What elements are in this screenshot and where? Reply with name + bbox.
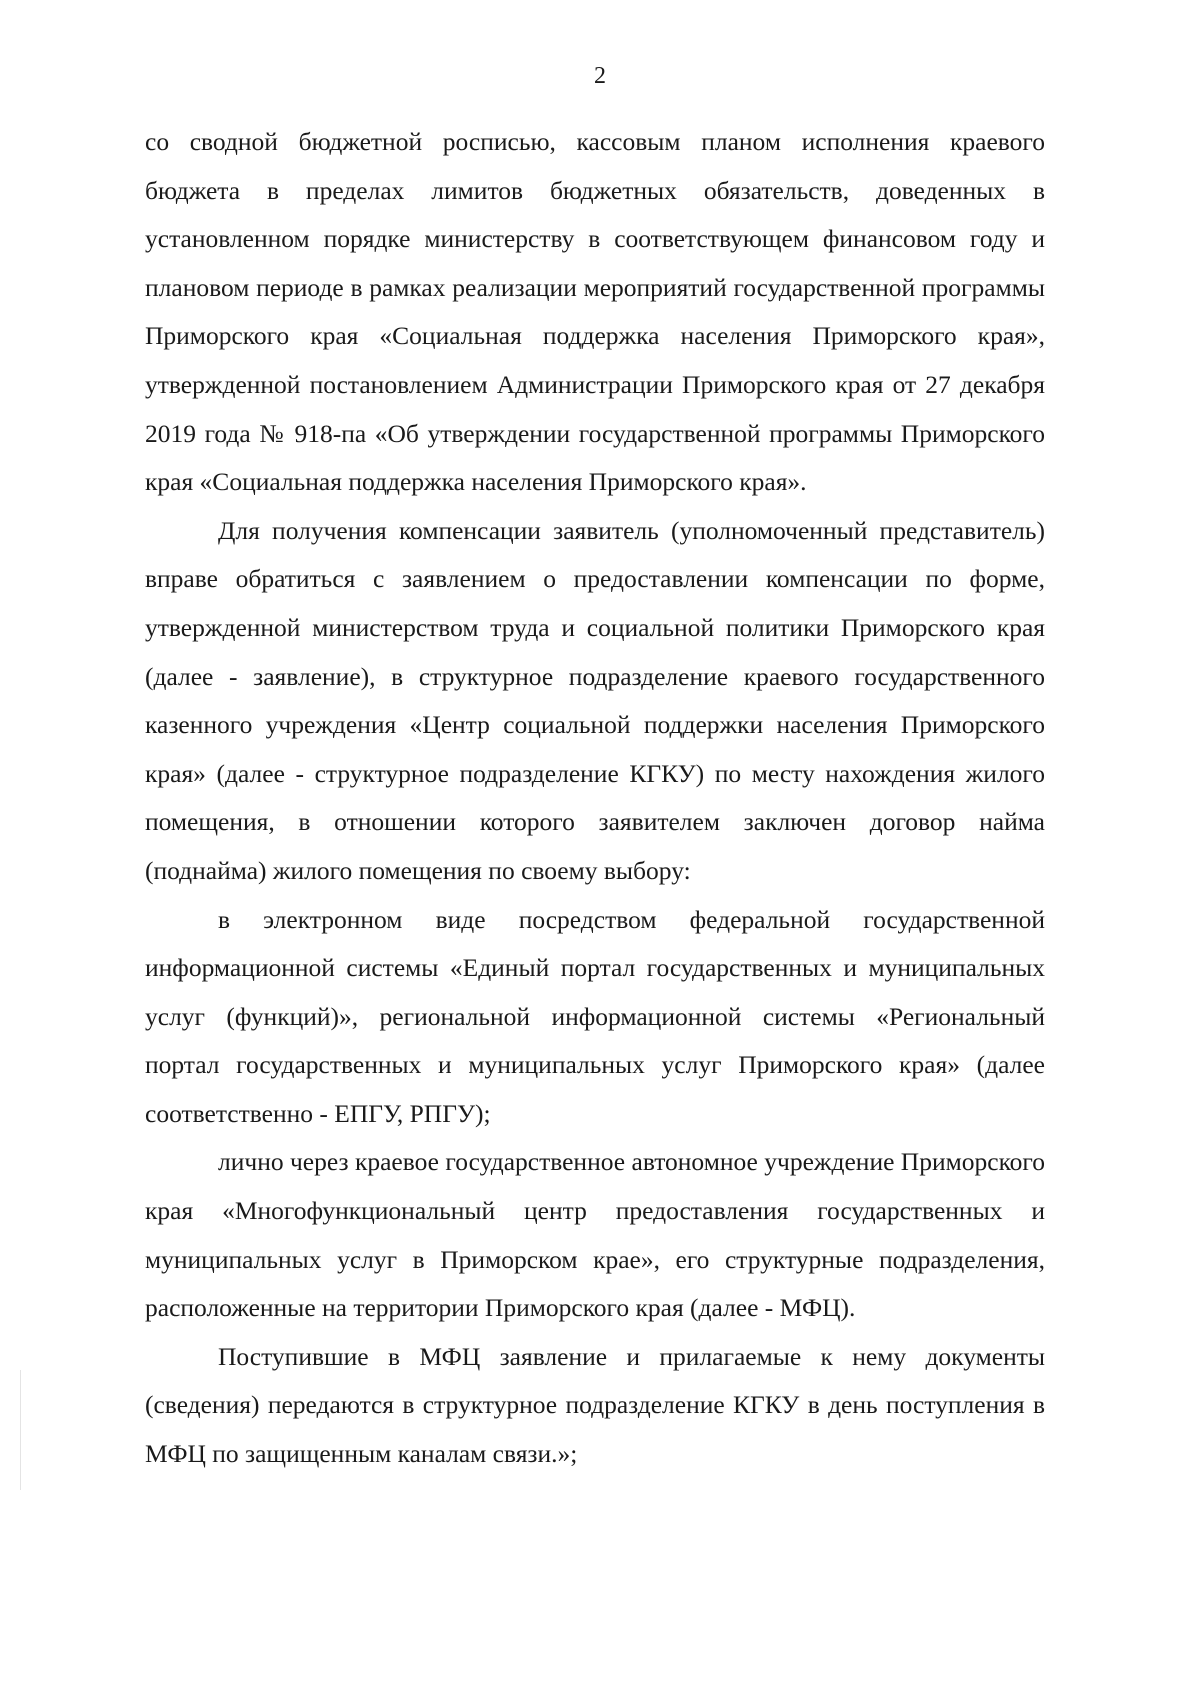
page-number: 2	[594, 63, 606, 89]
paragraph-electronic: в электронном виде посредством федеральной государственной информационной системы «Единый портал государственных и муниципальных услуг (функций)», региональной информационной системы «Региональный портал государственных и муниципальных услуг Приморского края» (далее соответственно - ЕПГУ, РПГУ);	[145, 904, 1045, 1128]
paragraph-continuation: со сводной бюджетной росписью, кассовым планом исполнения краевого бюджета в пределах лимитов бюджетных обязательств, доведенных в установленном порядке министерству в соответствующем финансовом году и плановом периоде в рамках реализации мероприятий государственной программы Приморского края «Социальная поддержка населения Приморского края», утвержденной постановлением Администрации Приморского края от 27 декабря 2019 года № 918-па «Об утверждении государственной программы Приморского края «Социальная поддержка населения Приморского края».	[145, 127, 1045, 497]
paragraph-in-person: лично через краевое государственное автономное учреждение Приморского края «Многофункциональный центр предоставления государственных и муниципальных услуг в Приморском крае», его структурные подразделения, расположенные на территории Приморского края (далее - МФЦ).	[145, 1147, 1045, 1323]
scan-edge-mark	[20, 1370, 21, 1490]
document-body	[145, 118, 1045, 1479]
paragraph-mfc-transfer: Поступившие в МФЦ заявление и прилагаемые к нему документы (сведения) передаются в структурное подразделение КГКУ в день поступления в МФЦ по защищенным каналам связи.»;	[145, 1341, 1045, 1469]
paragraph-application: Для получения компенсации заявитель (уполномоченный представитель) вправе обратиться с заявлением о предоставлении компенсации по форме, утвержденной министерством труда и социальной политики Приморского края (далее - заявление), в структурное подразделение краевого государственного казенного учреждения «Центр социальной поддержки населения Приморского края» (далее - структурное подразделение КГКУ) по месту нахождения жилого помещения, в отношении которого заявителем заключен договор найма (поднайма) жилого помещения по своему выбору:	[145, 515, 1045, 885]
